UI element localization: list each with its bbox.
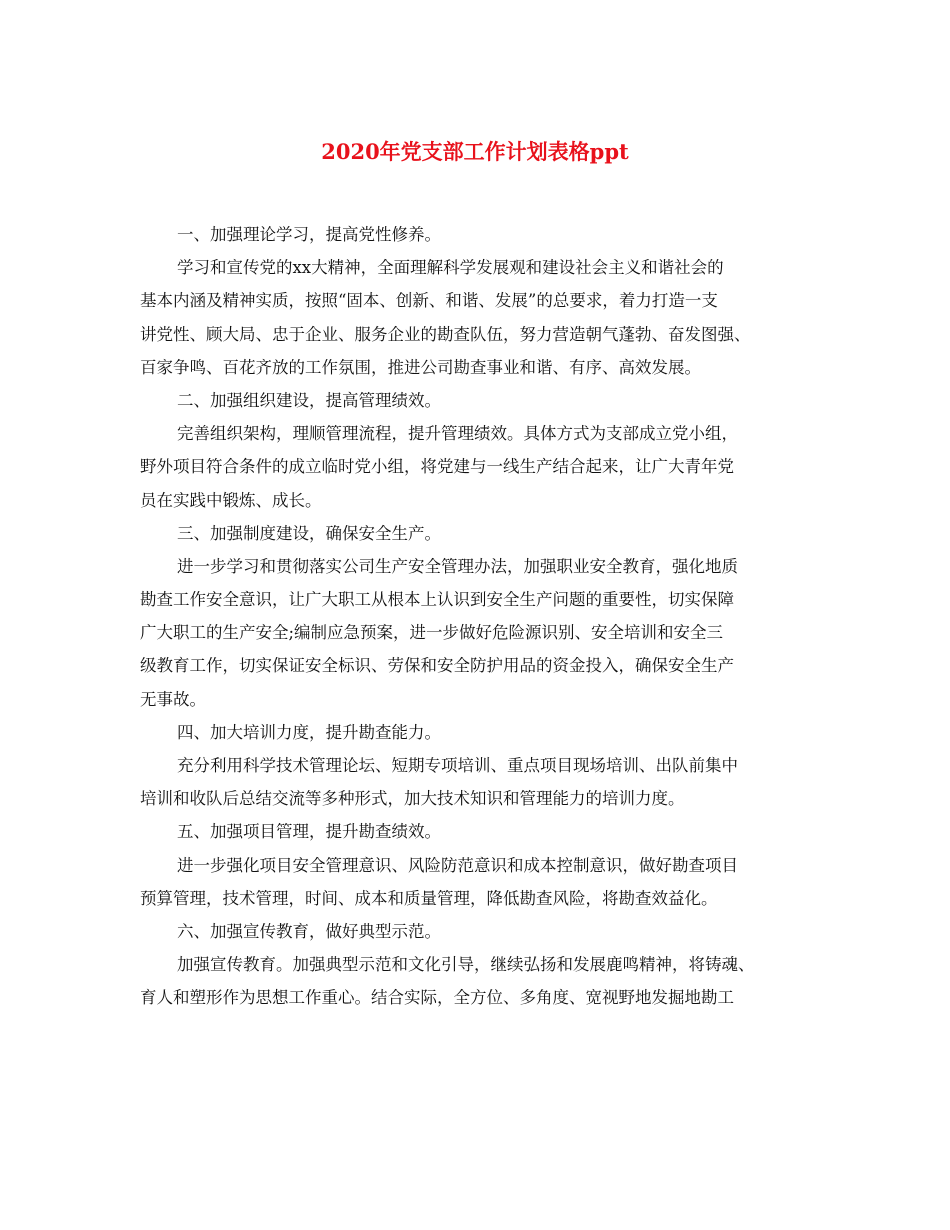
paragraph-line: 讲党性、顾大局、忠于企业、服务企业的勘查队伍，努力营造朝气蓬勃、奋发图强、 xyxy=(140,324,751,344)
section-heading-4: 四、加大培训力度，提升勘查能力。 xyxy=(177,722,441,742)
section-heading-1: 一、加强理论学习，提高党性修养。 xyxy=(177,225,441,244)
document-title: 2020年党支部工作计划表格ppt xyxy=(321,139,629,164)
paragraph-line: 学习和宣传党的xx大精神，全面理解科学发展观和建设社会主义和谐社会的 xyxy=(177,258,724,278)
paragraph-line: 预算管理，技术管理，时间、成本和质量管理，降低勘查风险，将勘查效益化。 xyxy=(140,888,718,908)
paragraph-line: 加强宣传教育。加强典型示范和文化引导，继续弘扬和发展鹿鸣精神，将铸魂、 xyxy=(177,955,755,975)
paragraph-line: 完善组织架构，理顺管理流程，提升管理绩效。具体方式为支部成立党小组， xyxy=(177,424,738,444)
paragraph-line: 充分利用科学技术管理论坛、短期专项培训、重点项目现场培训、出队前集中 xyxy=(177,756,738,775)
paragraph-line: 无事故。 xyxy=(140,689,206,709)
paragraph-line: 级教育工作，切实保证安全标识、劳保和安全防护用品的资金投入，确保安全生产 xyxy=(140,656,734,676)
paragraph-line: 育人和塑形作为思想工作重心。结合实际，全方位、多角度、宽视野地发掘地勘工 xyxy=(140,988,734,1008)
section-heading-2: 二、加强组织建设，提高管理绩效。 xyxy=(177,390,441,410)
section-heading-5: 五、加强项目管理，提升勘查绩效。 xyxy=(177,822,441,842)
paragraph-line: 员在实践中锻炼、成长。 xyxy=(140,490,322,510)
section-heading-6: 六、加强宣传教育，做好典型示范。 xyxy=(177,921,441,941)
paragraph-line: 培训和收队后总结交流等多种形式，加大技术知识和管理能力的培训力度。 xyxy=(140,789,685,809)
document-body xyxy=(140,218,816,1015)
section-heading-3: 三、加强制度建设，确保安全生产。 xyxy=(177,523,441,543)
paragraph-line: 野外项目符合条件的成立临时党小组，将党建与一线生产结合起来，让广大青年党 xyxy=(140,457,734,477)
paragraph-line: 基本内涵及精神实质，按照“固本、创新、和谐、发展”的总要求，着力打造一支 xyxy=(140,291,718,311)
paragraph-line: 广大职工的生产安全;编制应急预案，进一步做好危险源识别、安全培训和安全三 xyxy=(140,623,724,643)
paragraph-line: 进一步强化项目安全管理意识、风险防范意识和成本控制意识，做好勘查项目 xyxy=(177,855,738,875)
paragraph-line: 勘查工作安全意识，让广大职工从根本上认识到安全生产问题的重要性，切实保障 xyxy=(140,590,734,610)
paragraph-line: 进一步学习和贯彻落实公司生产安全管理办法，加强职业安全教育，强化地质 xyxy=(177,556,738,576)
paragraph-line: 百家争鸣、百花齐放的工作氛围，推进公司勘查事业和谐、有序、高效发展。 xyxy=(140,357,701,377)
